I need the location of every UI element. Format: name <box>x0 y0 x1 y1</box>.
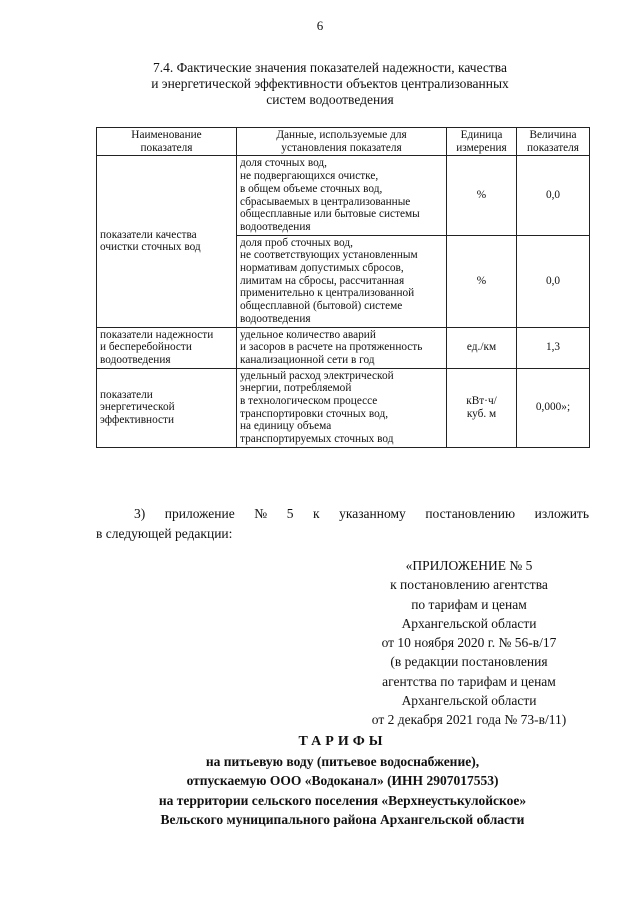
amendment-word: № <box>254 506 268 521</box>
header-unit: Единица измерения <box>447 128 517 156</box>
amendment-word: постановлению <box>425 506 516 521</box>
indicator-value-cell: 0,0 <box>517 156 590 235</box>
appendix-block <box>340 556 598 730</box>
appendix-line: по тарифам и ценам <box>411 596 527 612</box>
amendment-line <box>96 504 589 524</box>
page-number: 6 <box>316 18 324 33</box>
indicator-data-cell: доля сточных вод, не подвергающихся очистке, в общем объеме сточных вод, сбрасываемых в централизованные общесплавные или бытовые системы водоотведения <box>237 156 447 235</box>
section-heading-line: систем водоотведения <box>266 92 394 107</box>
appendix-line: агентства по тарифам и ценам <box>382 673 556 689</box>
amendment-word: приложение <box>164 506 235 521</box>
indicator-value-cell: 0,0 <box>517 235 590 327</box>
table-row <box>97 156 590 235</box>
appendix-line: (в редакции постановления <box>390 654 548 670</box>
header-name: Наименование показателя <box>97 128 237 156</box>
table-row <box>97 327 590 368</box>
amendment-word: к <box>313 506 320 521</box>
appendix-line: Архангельской области <box>401 693 537 709</box>
table-row <box>97 368 590 447</box>
indicator-name-cell: показатели энергетической эффективности <box>97 368 237 447</box>
indicator-unit-cell: % <box>447 235 517 327</box>
tariffs-line: отпускаемую ООО «Водоканал» (ИНН 2907017553) <box>186 773 499 788</box>
table-header-row <box>97 128 590 156</box>
amendment-paragraph <box>96 504 589 544</box>
tariffs-line: на территории сельского поселения «Верхнеустькулойское» <box>158 792 527 808</box>
tariffs-heading <box>96 732 589 830</box>
indicator-name-cell: показатели надежности и бесперебойности водоотведения <box>97 327 237 368</box>
header-value: Величина показателя <box>517 128 590 156</box>
amendment-word: указанному <box>339 506 406 521</box>
amendment-word: 3) <box>134 506 146 521</box>
header-data: Данные, используемые для установления показателя <box>237 128 447 156</box>
indicator-value-cell: 1,3 <box>517 327 590 368</box>
indicator-value-cell: 0,000»; <box>517 368 590 447</box>
amendment-line: в следующей редакции: <box>96 526 233 541</box>
tariffs-title: ТАРИФЫ <box>298 734 387 749</box>
appendix-line: от 10 ноября 2020 г. № 56-в/17 <box>381 635 557 651</box>
indicators-table <box>96 127 590 448</box>
indicator-data-cell: удельный расход электрической энергии, потребляемой в технологическом процессе транспортировки сточных вод, на единицу объема транспортируемых сточных вод <box>237 368 447 447</box>
indicator-data-cell: удельное количество аварий и засоров в расчете на протяженность канализационной сети в год <box>237 327 447 368</box>
amendment-word: изложить <box>534 506 589 521</box>
indicator-unit-cell: ед./км <box>447 327 517 368</box>
indicator-name-cell: показатели качества очистки сточных вод <box>97 156 237 327</box>
appendix-line: от 2 декабря 2021 года № 73-в/11) <box>371 712 567 728</box>
appendix-line: к постановлению агентства <box>390 577 548 593</box>
indicator-data-cell: доля проб сточных вод, не соответствующих установленным нормативам допустимых сбросов, лимитам на сбросы, рассчитанная применительно к централизованной общесплавной (бытовой) системе водоотведения <box>237 235 447 327</box>
appendix-line: Архангельской области <box>401 615 537 631</box>
appendix-line: «ПРИЛОЖЕНИЕ № 5 <box>405 558 533 573</box>
indicator-unit-cell: кВт·ч/ куб. м <box>447 368 517 447</box>
indicator-unit-cell: % <box>447 156 517 235</box>
tariffs-line: на питьевую воду (питьевое водоснабжение), <box>205 753 480 769</box>
tariffs-line: Вельского муниципального района Архангельской области <box>160 812 525 827</box>
section-heading-line: 7.4. Фактические значения показателей надежности, качества <box>153 60 507 75</box>
section-heading-line: и энергетической эффективности объектов централизованных <box>151 76 509 91</box>
amendment-word: 5 <box>286 506 294 521</box>
section-heading <box>130 60 530 108</box>
